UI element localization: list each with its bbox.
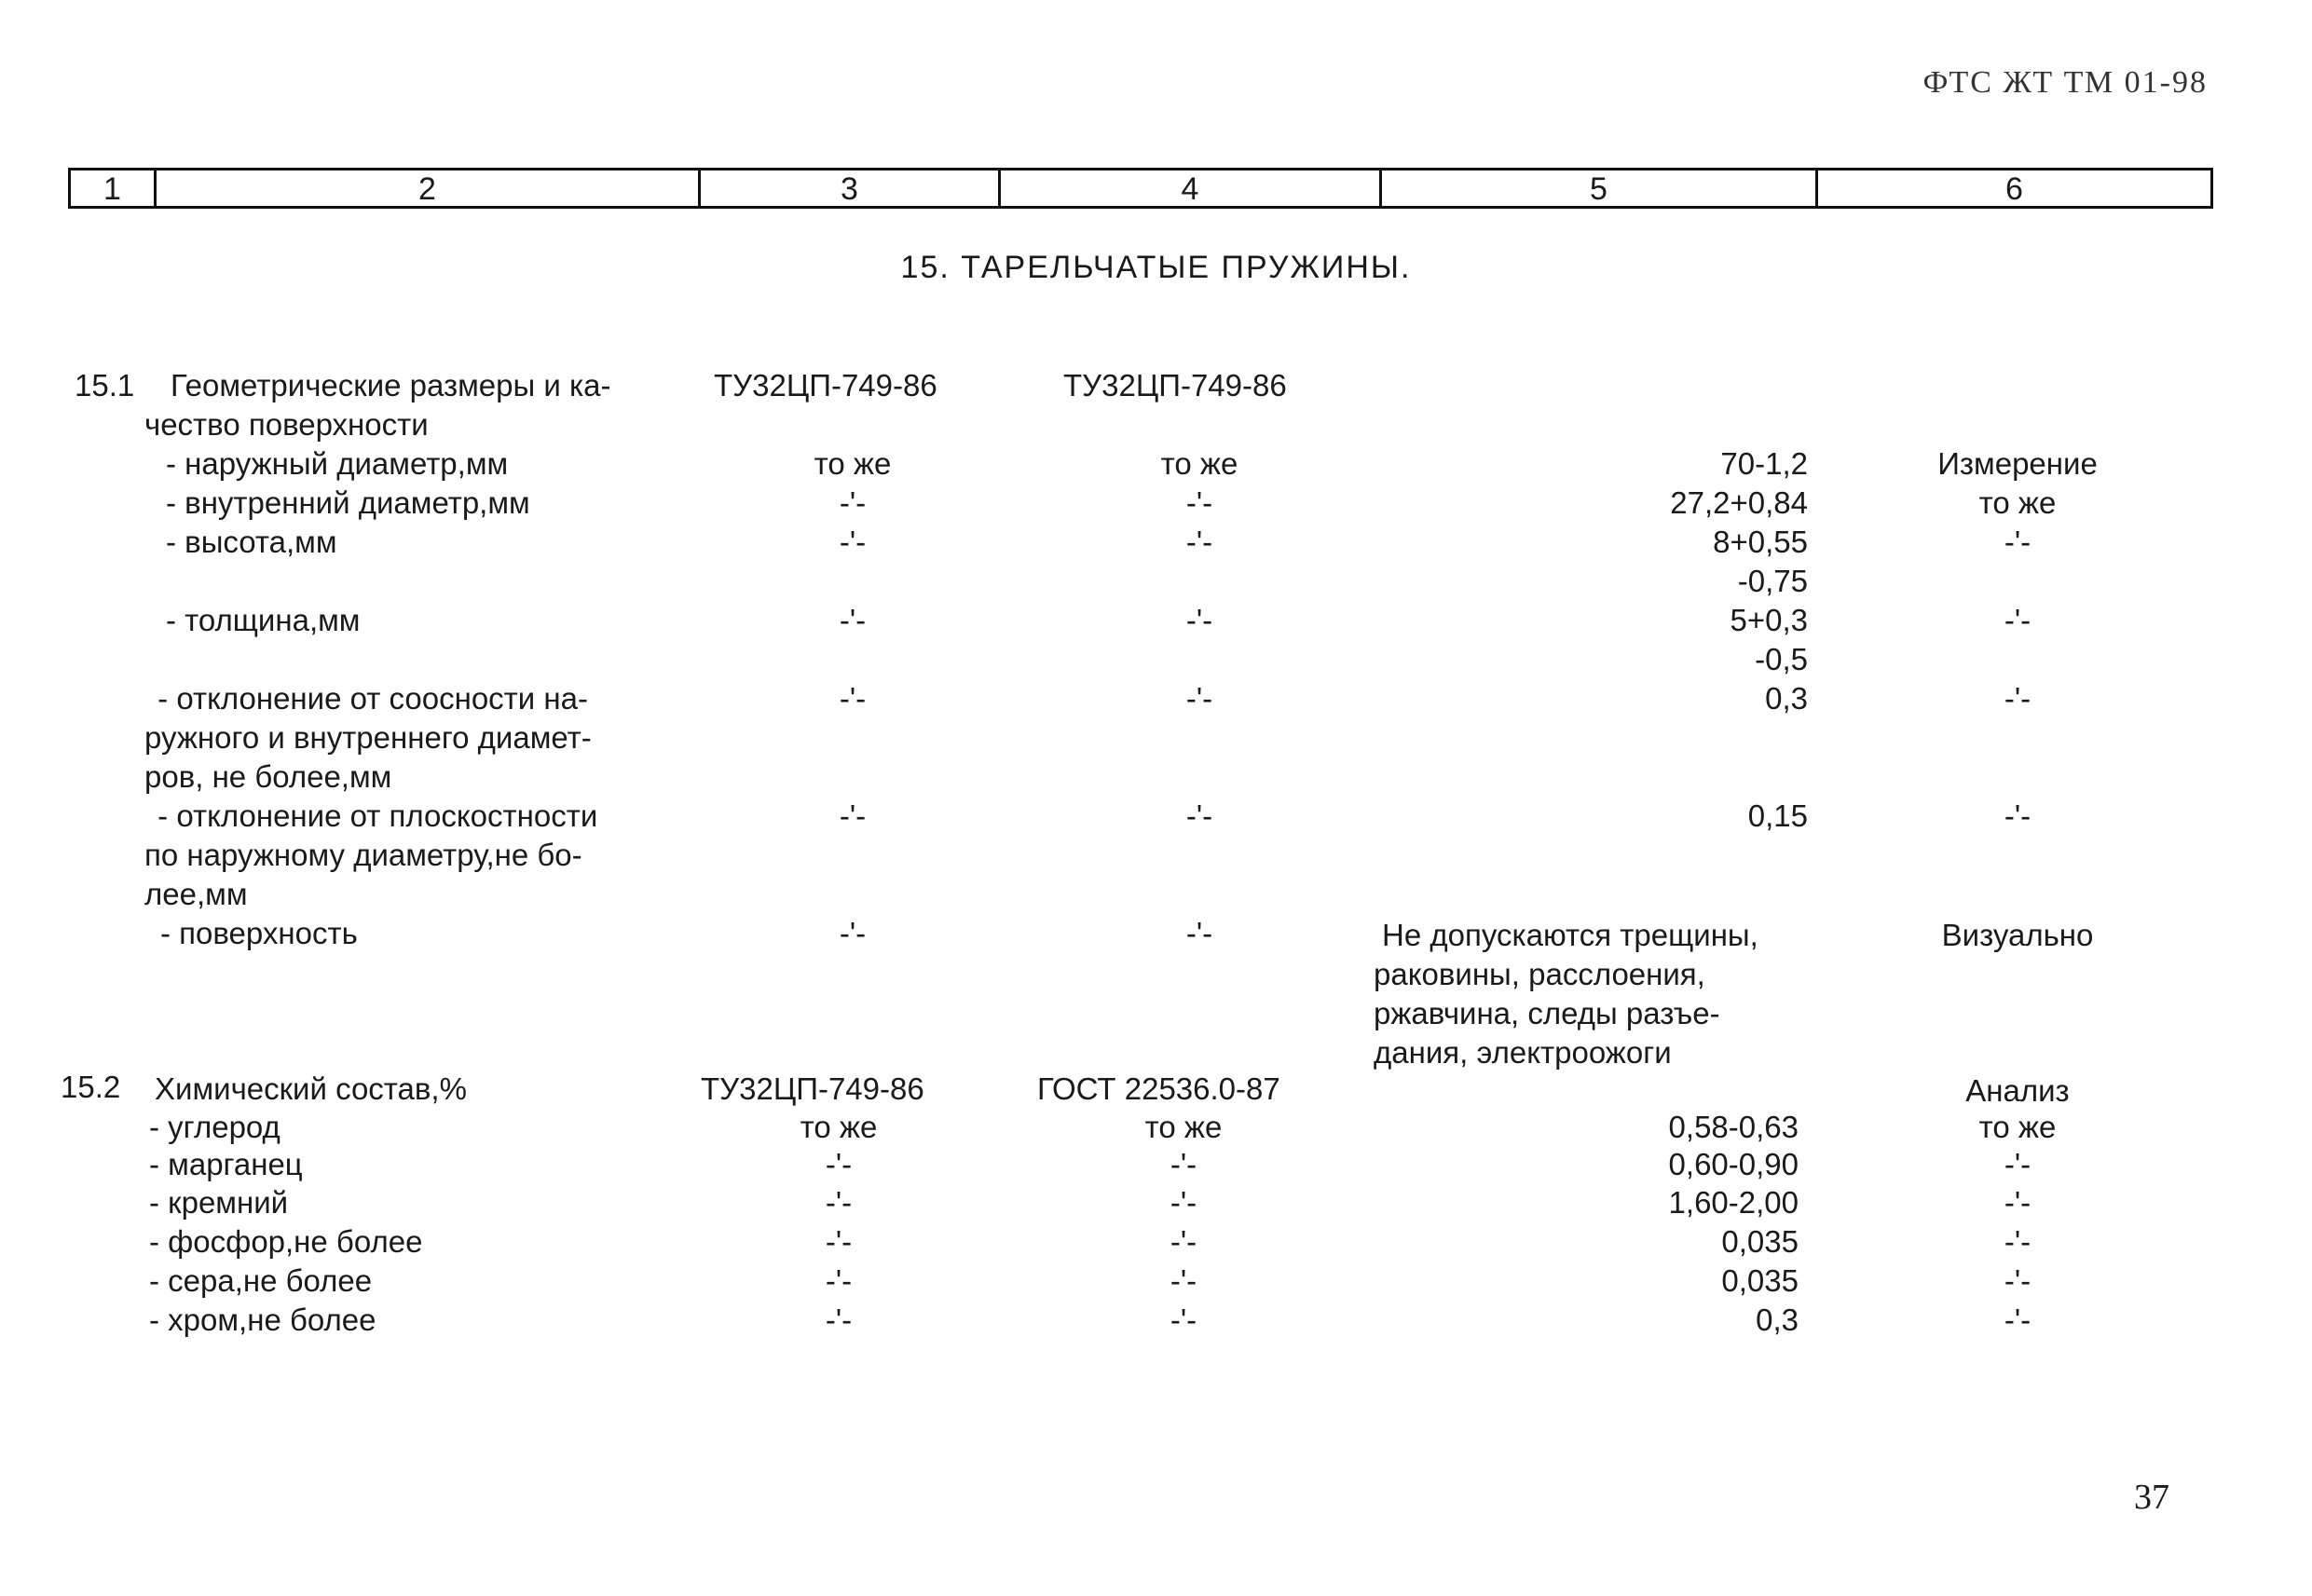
requirement-value: 5+0,3 [1730,603,1808,637]
column-number: 6 [2005,171,2023,207]
section-title: 15. ТАРЕЛЬЧАТЫЕ ПРУЖИНЫ. [900,250,1412,285]
control-method: -'- [2004,1185,2032,1220]
parameter-name: по наружному диаметру,не бо- [144,838,582,872]
control-method: то же [1978,1110,2057,1144]
requirement-value: 0,3 [1765,681,1808,716]
parameter-name: - толщина,мм [166,603,361,637]
control-method: -'- [2004,1147,2032,1181]
item-method-reference: ТУ32ЦП-749-86 [1063,368,1287,402]
control-method: Анализ [1965,1073,2070,1108]
column-number: 2 [157,171,701,206]
method-cell: -'- [1170,1185,1197,1220]
column-number-header [68,168,2213,209]
method-cell: -'- [1185,798,1213,833]
method-cell: -'- [1185,485,1213,520]
requirement-value: 0,15 [1747,798,1808,833]
requirement-text: раковины, расслоения, [1374,957,1705,991]
page-number: 37 [2134,1478,2169,1517]
parameter-name: - внутренний диаметр,мм [166,485,530,520]
requirement-text: дания, электроожоги [1374,1035,1672,1070]
spec-cell: -'- [825,1303,853,1337]
method-cell: -'- [1170,1224,1197,1259]
requirement-value-lower: -0,5 [1755,642,1808,676]
requirement-value: 0,035 [1721,1263,1799,1298]
spec-cell: -'- [839,681,867,716]
requirement-text: ржавчина, следы разъе- [1374,996,1720,1030]
method-cell: то же [1160,446,1238,481]
parameter-name: - отклонение от соосности на- [149,681,588,716]
control-method: -'- [2004,681,2032,716]
item-spec-reference: ТУ32ЦП-749-86 [714,368,937,402]
parameter-name: - марганец [149,1147,303,1181]
parameter-name: - отклонение от плоскостности [149,798,598,833]
method-cell: то же [1144,1110,1223,1144]
item-method-reference: ГОСТ 22536.0-87 [1037,1071,1280,1106]
method-cell: -'- [1185,916,1213,950]
spec-cell: -'- [839,798,867,833]
requirement-value: 1,60-2,00 [1668,1185,1799,1220]
control-method: -'- [2004,525,2032,559]
item-number: 15.2 [61,1070,121,1104]
requirement-value: 70-1,2 [1720,446,1808,481]
spec-cell: то же [800,1110,878,1144]
spec-cell: -'- [839,603,867,637]
spec-cell: -'- [839,916,867,950]
item-number: 15.1 [75,368,135,402]
requirement-value: 0,3 [1756,1303,1799,1337]
parameter-name: - поверхность [160,916,358,950]
method-cell: -'- [1170,1303,1197,1337]
requirement-value: 8+0,55 [1713,525,1808,559]
column-number: 1 [71,171,157,206]
control-method: -'- [2004,603,2032,637]
method-cell: -'- [1185,681,1213,716]
column-number: 3 [701,171,1001,206]
item-title: чество поверхности [144,407,429,442]
control-method: Визуально [1941,918,2094,952]
control-method: -'- [2004,1263,2032,1298]
document-code: ФТС ЖТ ТМ 01-98 [1922,65,2208,100]
requirement-value-lower: -0,75 [1737,564,1808,598]
parameter-name: - фосфор,не более [149,1224,423,1259]
parameter-name: - хром,не более [149,1303,376,1337]
parameter-name: - кремний [149,1185,289,1220]
requirement-value: 0,60-0,90 [1668,1147,1799,1181]
spec-cell: то же [814,446,892,481]
spec-cell: -'- [825,1263,853,1298]
spec-cell: -'- [825,1224,853,1259]
parameter-name: лее,мм [144,877,248,911]
parameter-name: ров, не более,мм [144,759,392,794]
parameter-name: - наружный диаметр,мм [166,446,509,481]
spec-cell: -'- [839,525,867,559]
control-method: -'- [2004,1224,2032,1259]
requirement-value: 0,035 [1721,1224,1799,1259]
method-cell: -'- [1170,1147,1197,1181]
column-number: 5 [1382,171,1818,206]
parameter-name: - углерод [149,1110,280,1144]
requirement-value: 27,2+0,84 [1670,485,1808,520]
spec-cell: -'- [825,1147,853,1181]
spec-cell: -'- [825,1185,853,1220]
parameter-name: ружного и внутреннего диамет- [144,720,592,755]
control-method: -'- [2004,1303,2032,1337]
item-title: Химический состав,% [155,1071,467,1106]
method-cell: -'- [1185,603,1213,637]
parameter-name: - сера,не более [149,1263,373,1298]
control-method: то же [1978,485,2057,520]
parameter-name: - высота,мм [166,525,337,559]
control-method: -'- [2004,798,2032,833]
spec-cell: -'- [839,485,867,520]
column-number: 4 [1001,171,1382,206]
method-cell: -'- [1185,525,1213,559]
item-spec-reference: ТУ32ЦП-749-86 [701,1071,924,1106]
item-title: Геометрические размеры и ка- [171,368,611,402]
method-cell: -'- [1170,1263,1197,1298]
requirement-text: Не допускаются трещины, [1382,918,1758,952]
control-method: Измерение [1937,446,2098,481]
requirement-value: 0,58-0,63 [1668,1110,1799,1144]
